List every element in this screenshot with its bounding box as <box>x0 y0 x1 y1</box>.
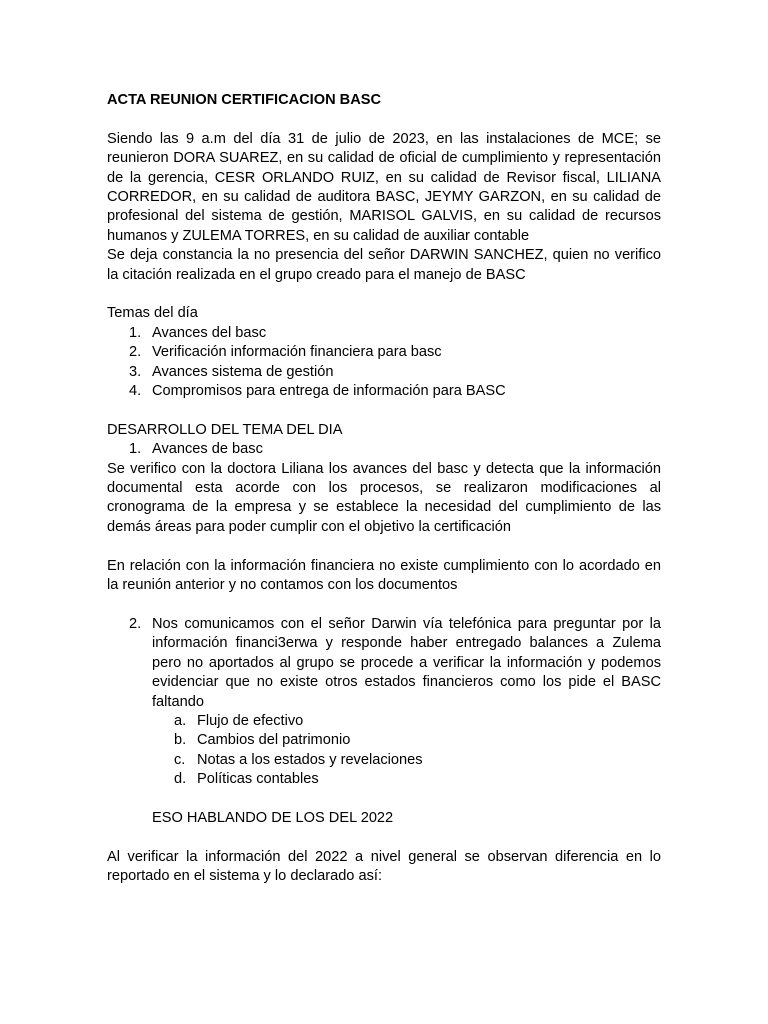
spacer <box>107 401 661 420</box>
intro-paragraph: Siendo las 9 a.m del día 31 de julio de 2023, en las instalaciones de MCE; se reunieron DORA SUAREZ, en su calidad de oficial de cumplimiento y representación de la gerencia, CESR ORLANDO RUIZ, en su calidad de Revisor fiscal, LILIANA CORREDOR, en su calidad de auditora BASC, JEYMY GARZON, en su calidad de profesional del sistema de gestión, MARISOL GALVIS, en su calidad de recursos humanos y ZULEMA TORRES, en su calidad de auxiliar contable <box>107 130 661 244</box>
missing-item-letter: b. <box>174 732 187 749</box>
agenda-item-number: 2. <box>129 344 142 361</box>
spacer <box>107 596 661 615</box>
spacer <box>107 790 661 809</box>
agenda-item-text: Avances del basc <box>152 324 267 341</box>
agenda-item <box>107 382 661 401</box>
missing-item <box>107 712 661 731</box>
development-paragraph-2: En relación con la información financiera no existe cumplimiento con lo acordado en la reunión anterior y no contamos con los documentos <box>107 557 661 594</box>
agenda-item-text: Avances sistema de gestión <box>152 363 334 380</box>
agenda-item <box>107 363 661 382</box>
document-title: ACTA REUNION CERTIFICACION BASC <box>107 92 382 108</box>
missing-item-letter: d. <box>174 771 187 788</box>
year-note: ESO HABLANDO DE LOS DEL 2022 <box>152 809 394 826</box>
agenda-item-number: 4. <box>129 383 142 400</box>
development-item-2 <box>107 615 661 712</box>
agenda-item-text: Compromisos para entrega de información para BASC <box>152 383 506 400</box>
development-heading: DESARROLLO DEL TEMA DEL DIA <box>107 421 343 438</box>
missing-item-text: Cambios del patrimonio <box>197 732 351 749</box>
missing-item-text: Notas a los estados y revelaciones <box>197 751 423 768</box>
development-item-number: 2. <box>129 615 142 632</box>
missing-item-letter: c. <box>174 751 186 768</box>
development-paragraph-1: Se verifico con la doctora Liliana los avances del basc y detecta que la información documental esta acorde con los procesos, se realizaron modificaciones al cronograma de la empresa y se establece la necesidad del cumplimiento de las demás áreas para poder cumplir con el objetivo la certificación <box>107 460 661 535</box>
missing-item <box>107 731 661 750</box>
development-item-text: Nos comunicamos con el señor Darwin vía telefónica para preguntar por la información financi3erwa y responde haber entregado balances a Zulema pero no aportados al grupo se procede a verificar la información y podemos evidenciar que no existe otros estados financieros como los pide el BASC faltando <box>152 615 661 710</box>
agenda-item-text: Verificación información financiera para basc <box>152 344 442 361</box>
agenda-item-number: 1. <box>129 324 142 341</box>
spacer <box>107 285 661 304</box>
development-item-1 <box>107 440 661 459</box>
missing-item-letter: a. <box>174 712 187 729</box>
missing-item-text: Políticas contables <box>197 771 319 788</box>
agenda-heading: Temas del día <box>107 305 198 322</box>
agenda-list <box>107 324 661 402</box>
spacer <box>107 828 661 847</box>
missing-item-text: Flujo de efectivo <box>197 712 304 729</box>
agenda-item <box>107 343 661 362</box>
development-item-text: Avances de basc <box>152 441 263 458</box>
agenda-item-number: 3. <box>129 363 142 380</box>
development-item-number: 1. <box>129 441 142 458</box>
development-paragraph-3: Al verificar la información del 2022 a nivel general se observan diferencia en lo reportado en el sistema y lo declarado así: <box>107 848 661 885</box>
agenda-item <box>107 324 661 343</box>
spacer <box>107 537 661 556</box>
missing-item <box>107 770 661 789</box>
missing-item <box>107 751 661 770</box>
absence-paragraph: Se deja constancia la no presencia del señor DARWIN SANCHEZ, quien no verifico la citación realizada en el grupo creado para el manejo de BASC <box>107 247 661 283</box>
document-page <box>107 91 661 887</box>
